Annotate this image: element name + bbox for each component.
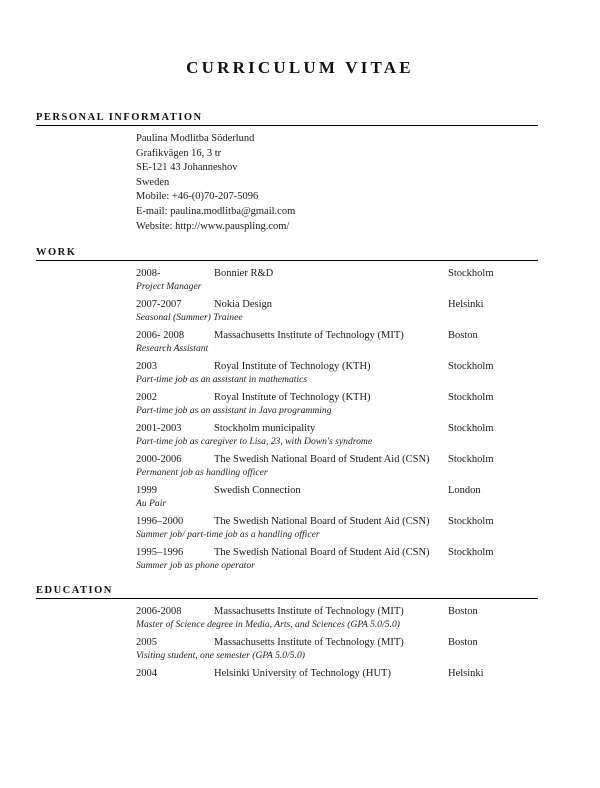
entry-role: Master of Science degree in Media, Arts, and Sciences (GPA 5.0/5.0) xyxy=(136,618,400,630)
entry-role: Summer job as phone operator xyxy=(136,559,255,571)
entry-role: Permanent job as handling officer xyxy=(136,466,268,478)
divider-education xyxy=(36,598,538,599)
entry-organization: Nokia Design xyxy=(214,299,273,311)
personal-line: Grafikvägen 16, 3 tr xyxy=(136,147,222,159)
work-entry xyxy=(36,267,538,293)
work-entry xyxy=(36,515,538,541)
entry-date: 2006- 2008 xyxy=(136,330,185,342)
cv-page xyxy=(0,58,600,788)
divider-work xyxy=(36,260,538,261)
entry-date: 2004 xyxy=(136,668,157,680)
section-heading-education: EDUCATION xyxy=(36,585,113,597)
entry-city: Boston xyxy=(448,606,478,618)
personal-details-list xyxy=(136,132,538,234)
divider-personal xyxy=(36,125,538,126)
personal-line-email: E-mail: paulina.modlitba@gmail.com xyxy=(136,205,296,217)
section-heading-work: WORK xyxy=(36,247,77,259)
entry-organization: Stockholm municipality xyxy=(214,423,316,435)
entry-city: Stockholm xyxy=(448,268,494,280)
section-heading-personal: PERSONAL INFORMATION xyxy=(36,112,203,123)
entry-city: Helsinki xyxy=(448,668,484,680)
title-spacer xyxy=(0,78,600,112)
education-entry-list xyxy=(36,605,538,680)
entry-role: Part-time job as an assistant in mathematics xyxy=(136,373,308,385)
entry-date: 1995–1996 xyxy=(136,547,184,559)
education-entry xyxy=(36,667,538,680)
spacer-after-personal xyxy=(0,234,600,247)
entry-organization: Massachusetts Institute of Technology (MIT) xyxy=(214,637,404,649)
entry-date: 2005 xyxy=(136,637,157,649)
entry-date: 2003 xyxy=(136,361,157,373)
entry-organization: Helsinki University of Technology (HUT) xyxy=(214,668,391,680)
entry-date: 2006-2008 xyxy=(136,606,182,618)
entry-organization: The Swedish National Board of Student Aid (CSN) xyxy=(214,516,430,528)
education-entry xyxy=(36,636,538,662)
work-entry xyxy=(36,329,538,355)
entry-city: Boston xyxy=(448,637,478,649)
work-entry xyxy=(36,453,538,479)
section-education xyxy=(36,585,538,680)
entry-role: Au Pair xyxy=(136,497,167,509)
entry-city: Helsinki xyxy=(448,299,484,311)
entry-city: Stockholm xyxy=(448,392,494,404)
entry-city: Stockholm xyxy=(448,361,494,373)
entry-role: Part-time job as caregiver to Lisa, 23, with Down's syndrome xyxy=(136,435,373,447)
entry-city: London xyxy=(448,485,481,497)
entry-date: 2001-2003 xyxy=(136,423,182,435)
entry-organization: Massachusetts Institute of Technology (MIT) xyxy=(214,606,404,618)
entry-date: 2008- xyxy=(136,268,161,280)
personal-line: Sweden xyxy=(136,176,170,188)
entry-organization: The Swedish National Board of Student Aid (CSN) xyxy=(214,547,430,559)
entry-city: Stockholm xyxy=(448,547,494,559)
section-personal-information xyxy=(36,112,538,234)
entry-organization: Royal Institute of Technology (KTH) xyxy=(214,361,371,373)
personal-line: SE-121 43 Johanneshov xyxy=(136,162,238,174)
entry-date: 2002 xyxy=(136,392,157,404)
work-entry xyxy=(36,391,538,417)
spacer-after-work xyxy=(0,577,600,585)
work-entry xyxy=(36,484,538,510)
entry-organization: The Swedish National Board of Student Aid (CSN) xyxy=(214,454,430,466)
entry-city: Stockholm xyxy=(448,516,494,528)
entry-role: Visiting student, one semester (GPA 5.0/5.0) xyxy=(136,649,305,661)
entry-role: Part-time job as an assistant in Java programming xyxy=(136,404,332,416)
entry-role: Project Manager xyxy=(136,280,202,292)
education-entry xyxy=(36,605,538,631)
entry-organization: Swedish Connection xyxy=(214,485,301,497)
entry-date: 2007-2007 xyxy=(136,299,182,311)
entry-organization: Bonnier R&D xyxy=(214,268,274,280)
entry-role: Summer job/ part-time job as a handling officer xyxy=(136,528,320,540)
work-entry xyxy=(36,546,538,572)
entry-city: Boston xyxy=(448,330,478,342)
work-entry xyxy=(36,360,538,386)
work-entry xyxy=(36,298,538,324)
entry-organization: Massachusetts Institute of Technology (MIT) xyxy=(214,330,404,342)
entry-date: 1996–2000 xyxy=(136,516,184,528)
entry-date: 2000-2006 xyxy=(136,454,182,466)
section-work xyxy=(36,247,538,572)
entry-city: Stockholm xyxy=(448,454,494,466)
work-entry xyxy=(36,422,538,448)
entry-role: Research Assistant xyxy=(136,342,209,354)
page-title: CURRICULUM VITAE xyxy=(186,58,414,77)
personal-line-website: Website: http://www.pauspling.com/ xyxy=(136,220,290,232)
personal-line: Mobile: +46-(0)70-207-5096 xyxy=(136,191,259,203)
entry-date: 1999 xyxy=(136,485,157,497)
entry-role: Seasonal (Summer) Trainee xyxy=(136,311,243,323)
work-entry-list xyxy=(36,267,538,572)
entry-city: Stockholm xyxy=(448,423,494,435)
personal-line: Paulina Modlitba Söderlund xyxy=(136,133,255,144)
entry-organization: Royal Institute of Technology (KTH) xyxy=(214,392,371,404)
